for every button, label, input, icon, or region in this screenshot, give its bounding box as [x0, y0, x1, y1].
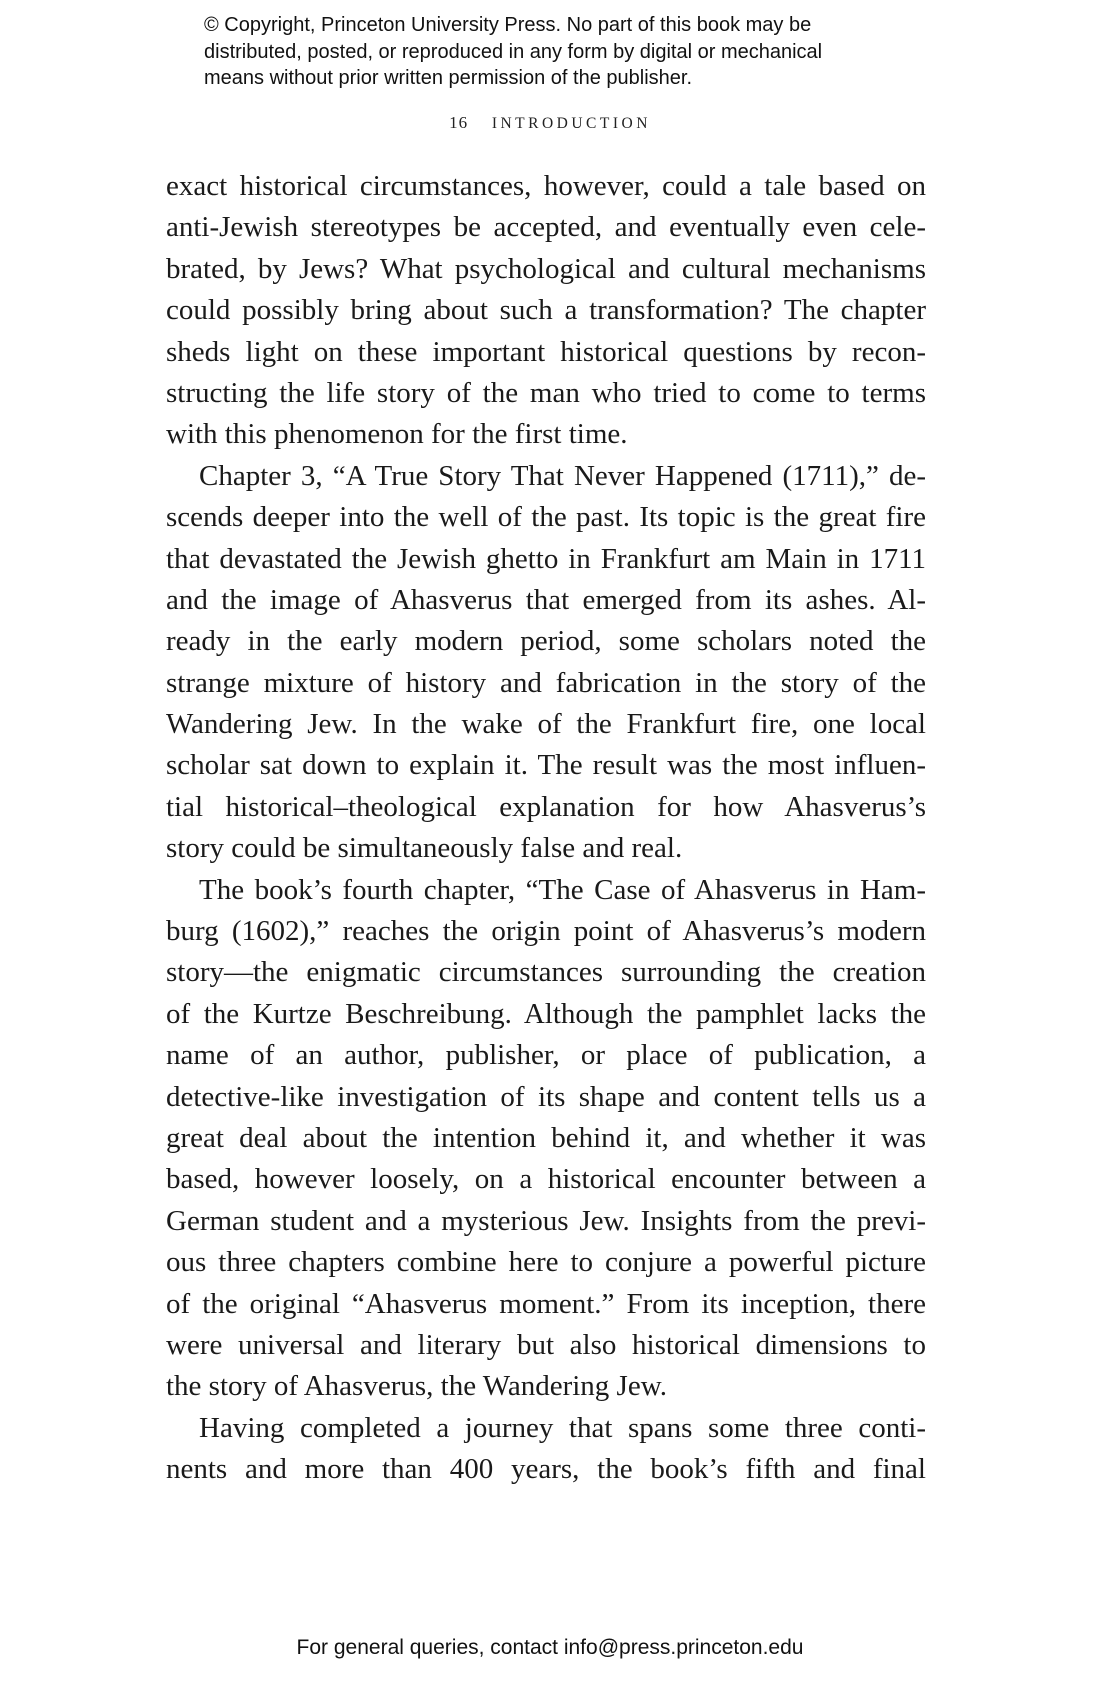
text-line: based, however loosely, on a historical encounter between a — [166, 1163, 926, 1196]
text-line: German student and a mysterious Jew. Insights from the previ- — [166, 1204, 926, 1237]
text-line: ready in the early modern period, some scholars noted the — [166, 625, 926, 658]
text-line: that devastated the Jewish ghetto in Frankfurt am Main in 1711 — [166, 542, 926, 575]
text-line: scends deeper into the well of the past. Its topic is the great fire — [166, 501, 926, 534]
section-title: INTRODUCTION — [491, 115, 651, 132]
text-line: strange mixture of history and fabrication in the story of the — [166, 666, 926, 699]
text-line: scholar sat down to explain it. The result was the most influen- — [166, 749, 926, 782]
text-line: brated, by Jews? What psychological and cultural mechanisms — [166, 252, 926, 285]
text-line: exact historical circumstances, however, could a tale based on — [166, 170, 926, 202]
copyright-line: distributed, posted, or reproduced in any form by digital or mechanical — [204, 40, 823, 63]
text-line: burg (1602),” reaches the origin point of Ahasverus’s modern — [166, 915, 926, 948]
text-line: Chapter 3, “A True Story That Never Happened (1711),” de- — [199, 459, 926, 492]
text-line: ous three chapters combine here to conjure a powerful picture — [166, 1246, 926, 1279]
text-line: with this phenomenon for the first time. — [166, 418, 628, 451]
text-line: story could be simultaneously false and real. — [166, 832, 683, 865]
text-line: name of an author, publisher, or place of publication, a — [166, 1039, 926, 1072]
copyright-notice — [204, 12, 924, 92]
text-line: The book’s fourth chapter, “The Case of Ahasverus in Ham- — [199, 873, 926, 906]
text-line: detective-like investigation of its shape and content tells us a — [166, 1080, 926, 1113]
text-line: great deal about the intention behind it, and whether it was — [166, 1121, 926, 1154]
text-line: nents and more than 400 years, the book’s fifth and final — [166, 1453, 926, 1486]
text-line: anti-Jewish stereotypes be accepted, and eventually even cele- — [166, 211, 926, 244]
text-line: Wandering Jew. In the wake of the Frankfurt fire, one local — [166, 708, 926, 741]
text-line: of the original “Ahasverus moment.” From its inception, there — [166, 1287, 926, 1320]
text-line: and the image of Ahasverus that emerged from its ashes. Al- — [166, 583, 926, 616]
text-line: were universal and literary but also historical dimensions to — [166, 1328, 926, 1361]
text-line: structing the life story of the man who tried to come to terms — [166, 376, 926, 409]
text-line: the story of Ahasverus, the Wandering Jew. — [166, 1370, 668, 1403]
text-line: Having completed a journey that spans some three conti- — [199, 1411, 926, 1444]
body-text — [166, 166, 926, 1491]
text-line: story—the enigmatic circumstances surrounding the creation — [166, 956, 926, 989]
text-line: sheds light on these important historical questions by recon- — [166, 335, 926, 368]
copyright-line: © Copyright, Princeton University Press. No part of this book may be — [204, 14, 812, 36]
page-number: 16 — [449, 113, 469, 132]
running-head — [0, 113, 1100, 133]
text-line: of the Kurtze Beschreibung. Although the pamphlet lacks the — [166, 997, 926, 1030]
text-line: could possibly bring about such a transformation? The chapter — [166, 294, 926, 327]
footer-contact: For general queries, contact info@press.princeton.edu — [296, 1636, 804, 1659]
text-line: tial historical–theological explanation for how Ahasverus’s — [166, 790, 926, 823]
copyright-line: means without prior written permission of the publisher. — [204, 67, 693, 89]
